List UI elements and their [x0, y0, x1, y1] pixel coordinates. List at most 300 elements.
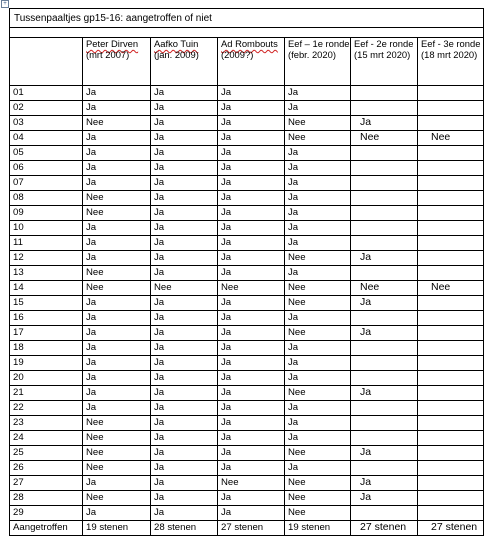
- row-label-cell: [10, 341, 83, 356]
- table-cell: [218, 386, 285, 401]
- cell-value: Nee: [86, 117, 104, 128]
- table-cell: [218, 131, 285, 146]
- table-cell: [418, 236, 484, 251]
- table-cell: [218, 266, 285, 281]
- cell-value: Ja: [221, 147, 232, 158]
- row-label-cell: [10, 131, 83, 146]
- table-cell: [151, 131, 218, 146]
- cell-value: Ja: [288, 222, 299, 233]
- table-cell: [151, 251, 218, 266]
- cell-value: Ja: [288, 177, 299, 188]
- row-label-cell: [10, 296, 83, 311]
- cell-value: Ja: [221, 342, 232, 353]
- cell-value: Ja: [154, 342, 165, 353]
- table-cell: [151, 221, 218, 236]
- cell-value: Nee: [221, 282, 239, 293]
- table-cell: [418, 146, 484, 161]
- cell-value: Nee: [288, 492, 306, 503]
- table-cell: [351, 371, 418, 386]
- cell-value: Ja: [154, 372, 165, 383]
- table-cell: [83, 401, 151, 416]
- cell-value: Nee: [86, 207, 104, 218]
- row-label-cell: [10, 236, 83, 251]
- cell-value: 01: [13, 87, 24, 98]
- table-cell: [418, 401, 484, 416]
- row-label-cell: [10, 281, 83, 296]
- totals-value: 28 stenen: [154, 522, 197, 533]
- cell-value: 24: [13, 432, 24, 443]
- cell-value: Ja: [154, 387, 165, 398]
- totals-cell: [151, 521, 218, 536]
- cell-value: Ja: [86, 147, 97, 158]
- table-cell: [285, 356, 351, 371]
- table-row: [10, 266, 484, 281]
- cell-value: Ja: [221, 237, 232, 248]
- table-cell: [285, 296, 351, 311]
- table-cell: [285, 401, 351, 416]
- table-cell: [285, 506, 351, 521]
- table-cell: [418, 176, 484, 191]
- cell-value: Nee: [154, 282, 172, 293]
- table-cell: [285, 386, 351, 401]
- row-label-cell: [10, 446, 83, 461]
- blank-row: [10, 28, 484, 38]
- table-row: [10, 311, 484, 326]
- cell-value: Ja: [154, 432, 165, 443]
- table-row: [10, 386, 484, 401]
- header-row: [10, 38, 484, 86]
- cell-value: Nee: [360, 281, 380, 293]
- table-cell: [218, 296, 285, 311]
- table-cell: [351, 476, 418, 491]
- cell-value: Ja: [221, 372, 232, 383]
- cell-value: 23: [13, 417, 24, 428]
- cell-value: Ja: [360, 386, 372, 398]
- table-cell: [151, 266, 218, 281]
- table-cell: [83, 386, 151, 401]
- table-cell: [83, 491, 151, 506]
- cell-value: Ja: [154, 87, 165, 98]
- table-cell: [285, 236, 351, 251]
- cell-value: Ja: [154, 237, 165, 248]
- cell-value: Ja: [221, 417, 232, 428]
- table-cell: [418, 161, 484, 176]
- cell-value: Ja: [288, 462, 299, 473]
- table-cell: [418, 86, 484, 101]
- table-cell: [83, 131, 151, 146]
- table-cell: [418, 341, 484, 356]
- table-cell: [83, 221, 151, 236]
- row-label-cell: [10, 101, 83, 116]
- table-cell: [285, 491, 351, 506]
- table-cell: [218, 116, 285, 131]
- table-cell: [83, 341, 151, 356]
- cell-value: Ja: [86, 237, 97, 248]
- cell-value: Ja: [288, 147, 299, 158]
- table-cell: [151, 371, 218, 386]
- cell-value: Ja: [154, 357, 165, 368]
- table-cell: [151, 446, 218, 461]
- row-label-cell: [10, 356, 83, 371]
- cell-value: Ja: [288, 267, 299, 278]
- row-label-cell: [10, 431, 83, 446]
- row-label-cell: [10, 221, 83, 236]
- table-cell: [151, 491, 218, 506]
- table-cell: [151, 281, 218, 296]
- cell-value: Ja: [288, 102, 299, 113]
- cell-value: Ja: [154, 102, 165, 113]
- table-cell: [218, 191, 285, 206]
- table-cell: [218, 356, 285, 371]
- totals-value: 19 stenen: [288, 522, 331, 533]
- table-cell: [151, 206, 218, 221]
- cell-value: Nee: [288, 132, 306, 143]
- cell-value: Ja: [221, 117, 232, 128]
- table-cell: [218, 311, 285, 326]
- cell-value: Ja: [86, 312, 97, 323]
- cell-value: Ja: [154, 462, 165, 473]
- cell-value: 04: [13, 132, 24, 143]
- cell-value: Ja: [360, 326, 372, 338]
- table-cell: [151, 191, 218, 206]
- cell-value: Ja: [86, 102, 97, 113]
- table-row: [10, 236, 484, 251]
- table-cell: [151, 401, 218, 416]
- row-label-cell: [10, 191, 83, 206]
- table-cell: [351, 326, 418, 341]
- table-row: [10, 251, 484, 266]
- cell-value: Ja: [221, 447, 232, 458]
- table-cell: [83, 86, 151, 101]
- cell-value: Ja: [288, 357, 299, 368]
- cell-value: Nee: [221, 477, 239, 488]
- table-cell: [351, 281, 418, 296]
- cell-value: Ja: [360, 296, 372, 308]
- table-cell: [83, 191, 151, 206]
- table-row: [10, 341, 484, 356]
- row-label-cell: [10, 86, 83, 101]
- cell-value: 17: [13, 327, 24, 338]
- cell-value: Ja: [221, 507, 232, 518]
- cell-value: Ja: [288, 87, 299, 98]
- row-label-cell: [10, 176, 83, 191]
- document-table: [9, 8, 484, 536]
- row-label-cell: [10, 476, 83, 491]
- table-cell: [285, 341, 351, 356]
- table-row: [10, 371, 484, 386]
- cell-value: Ja: [86, 327, 97, 338]
- table-cell: [418, 251, 484, 266]
- table-cell: [83, 236, 151, 251]
- totals-cell: [285, 521, 351, 536]
- table-cell: [218, 401, 285, 416]
- cell-value: Ja: [288, 312, 299, 323]
- table-cell: [351, 116, 418, 131]
- cell-value: Ja: [288, 372, 299, 383]
- cell-value: Ja: [221, 462, 232, 473]
- cell-value: Nee: [288, 507, 306, 518]
- table-move-handle-icon[interactable]: +: [1, 0, 9, 8]
- cell-value: Ja: [86, 477, 97, 488]
- cell-value: Ja: [288, 237, 299, 248]
- cell-value: Ja: [154, 252, 165, 263]
- cell-value: Ja: [360, 251, 372, 263]
- table-cell: [418, 101, 484, 116]
- table-cell: [218, 341, 285, 356]
- table-row: [10, 446, 484, 461]
- column-header: [83, 38, 151, 86]
- table-cell: [351, 251, 418, 266]
- cell-value: Ja: [288, 192, 299, 203]
- cell-value: 15: [13, 297, 24, 308]
- table-cell: [351, 461, 418, 476]
- table-cell: [285, 176, 351, 191]
- table-cell: [418, 311, 484, 326]
- cell-value: Ja: [360, 476, 372, 488]
- column-header-label: Eef - 2e ronde (15 mrt 2020): [354, 38, 414, 60]
- row-label-cell: [10, 311, 83, 326]
- table-cell: [83, 356, 151, 371]
- table-cell: [151, 146, 218, 161]
- table-cell: [351, 266, 418, 281]
- row-label-cell: [10, 251, 83, 266]
- table-cell: [351, 401, 418, 416]
- table-cell: [285, 461, 351, 476]
- table-cell: [83, 311, 151, 326]
- cell-value: Ja: [154, 117, 165, 128]
- table-row: [10, 221, 484, 236]
- cell-value: Ja: [154, 507, 165, 518]
- cell-value: Ja: [360, 116, 372, 128]
- cell-value: Ja: [154, 267, 165, 278]
- column-header: [218, 38, 285, 86]
- table-cell: [83, 446, 151, 461]
- table-cell: [285, 101, 351, 116]
- cell-value: 10: [13, 222, 24, 233]
- cell-value: Ja: [221, 297, 232, 308]
- table-cell: [418, 506, 484, 521]
- cell-value: Ja: [86, 357, 97, 368]
- cell-value: Ja: [86, 297, 97, 308]
- column-header: [10, 38, 83, 86]
- table-cell: [418, 266, 484, 281]
- cell-value: Nee: [86, 282, 104, 293]
- table-cell: [151, 311, 218, 326]
- cell-value: Ja: [154, 477, 165, 488]
- cell-value: 05: [13, 147, 24, 158]
- table-cell: [83, 161, 151, 176]
- table-cell: [218, 416, 285, 431]
- table-cell: [285, 86, 351, 101]
- table-cell: [151, 386, 218, 401]
- cell-value: Nee: [288, 297, 306, 308]
- table-row: [10, 401, 484, 416]
- cell-value: 26: [13, 462, 24, 473]
- table-cell: [285, 326, 351, 341]
- totals-value: Aangetroffen: [13, 522, 68, 533]
- table-cell: [83, 146, 151, 161]
- cell-value: 06: [13, 162, 24, 173]
- table-cell: [151, 461, 218, 476]
- cell-value: 27: [13, 477, 24, 488]
- table-cell: [285, 191, 351, 206]
- table-cell: [418, 491, 484, 506]
- table-row: [10, 191, 484, 206]
- cell-value: 28: [13, 492, 24, 503]
- cell-value: Ja: [221, 177, 232, 188]
- table-cell: [351, 416, 418, 431]
- table-row: [10, 281, 484, 296]
- table-cell: [418, 191, 484, 206]
- cell-value: Ja: [154, 132, 165, 143]
- table-cell: [83, 296, 151, 311]
- table-row: [10, 116, 484, 131]
- row-label-cell: [10, 461, 83, 476]
- cell-value: Ja: [288, 432, 299, 443]
- table-cell: [218, 476, 285, 491]
- table-cell: [151, 86, 218, 101]
- cell-value: Ja: [288, 207, 299, 218]
- row-label-cell: [10, 371, 83, 386]
- table-cell: [83, 476, 151, 491]
- table-row: [10, 461, 484, 476]
- table-cell: [285, 266, 351, 281]
- cell-value: 11: [13, 237, 23, 248]
- table-cell: [351, 131, 418, 146]
- table-cell: [285, 251, 351, 266]
- row-label-cell: [10, 206, 83, 221]
- table-cell: [218, 491, 285, 506]
- cell-value: Ja: [86, 162, 97, 173]
- table-cell: [285, 221, 351, 236]
- table-cell: [83, 116, 151, 131]
- table-cell: [351, 386, 418, 401]
- table-cell: [418, 131, 484, 146]
- table-cell: [151, 341, 218, 356]
- table-cell: [151, 476, 218, 491]
- cell-value: Ja: [221, 387, 232, 398]
- cell-value: Ja: [154, 147, 165, 158]
- cell-value: Ja: [86, 132, 97, 143]
- cell-value: Ja: [154, 492, 165, 503]
- table-cell: [218, 161, 285, 176]
- table-row: [10, 101, 484, 116]
- table-cell: [418, 206, 484, 221]
- table-cell: [418, 461, 484, 476]
- table-row: [10, 206, 484, 221]
- cell-value: 09: [13, 207, 24, 218]
- table-cell: [351, 341, 418, 356]
- table-cell: [285, 116, 351, 131]
- cell-value: Ja: [86, 387, 97, 398]
- cell-value: Nee: [288, 447, 306, 458]
- table-cell: [151, 236, 218, 251]
- cell-value: Ja: [221, 252, 232, 263]
- cell-value: Ja: [221, 492, 232, 503]
- table-cell: [218, 101, 285, 116]
- cell-value: Nee: [86, 447, 104, 458]
- table-cell: [285, 446, 351, 461]
- table-cell: [83, 506, 151, 521]
- table-cell: [351, 86, 418, 101]
- cell-value: Ja: [86, 507, 97, 518]
- table-cell: [418, 281, 484, 296]
- column-header-label: Ad Rombouts (2009?): [221, 38, 278, 60]
- column-header: [351, 38, 418, 86]
- table-cell: [351, 491, 418, 506]
- table-row: [10, 146, 484, 161]
- table-cell: [83, 431, 151, 446]
- table-cell: [351, 356, 418, 371]
- cell-value: Ja: [221, 402, 232, 413]
- cell-value: Ja: [221, 432, 232, 443]
- cell-value: Ja: [221, 312, 232, 323]
- table-cell: [218, 461, 285, 476]
- cell-value: 14: [13, 282, 24, 293]
- row-label-cell: [10, 416, 83, 431]
- table-cell: [418, 221, 484, 236]
- table-row: [10, 176, 484, 191]
- cell-value: Ja: [86, 342, 97, 353]
- cell-value: Nee: [431, 281, 451, 293]
- cell-value: 16: [13, 312, 24, 323]
- cell-value: 07: [13, 177, 24, 188]
- column-header-label: Eef - 3e ronde (18 mrt 2020): [421, 38, 481, 60]
- table-cell: [351, 206, 418, 221]
- table-cell: [351, 236, 418, 251]
- table-row: [10, 326, 484, 341]
- table-cell: [418, 446, 484, 461]
- column-header-label: Eef – 1e ronde (febr. 2020): [288, 38, 350, 60]
- cell-value: Ja: [86, 177, 97, 188]
- cell-value: Nee: [86, 492, 104, 503]
- table-cell: [151, 326, 218, 341]
- cell-value: Nee: [288, 477, 306, 488]
- row-label-cell: [10, 386, 83, 401]
- table-cell: [218, 371, 285, 386]
- cell-value: 02: [13, 102, 24, 113]
- cell-value: Ja: [221, 267, 232, 278]
- cell-value: Ja: [154, 207, 165, 218]
- cell-value: Ja: [154, 402, 165, 413]
- table-cell: [151, 116, 218, 131]
- cell-value: Ja: [221, 87, 232, 98]
- table-cell: [351, 431, 418, 446]
- table-cell: [218, 506, 285, 521]
- cell-value: Ja: [221, 207, 232, 218]
- table-cell: [218, 176, 285, 191]
- cell-value: Nee: [86, 192, 104, 203]
- table-cell: [351, 191, 418, 206]
- totals-cell: [351, 521, 418, 536]
- table-cell: [151, 101, 218, 116]
- table-cell: [351, 176, 418, 191]
- table-cell: [418, 116, 484, 131]
- cell-value: Nee: [86, 267, 104, 278]
- table-cell: [83, 176, 151, 191]
- table-cell: [351, 101, 418, 116]
- row-label-cell: [10, 326, 83, 341]
- cell-value: Ja: [221, 132, 232, 143]
- table-cell: [218, 146, 285, 161]
- totals-cell: [83, 521, 151, 536]
- table-cell: [218, 206, 285, 221]
- table-cell: [218, 446, 285, 461]
- table-cell: [418, 431, 484, 446]
- table-cell: [418, 371, 484, 386]
- table-row: [10, 431, 484, 446]
- cell-value: 20: [13, 372, 24, 383]
